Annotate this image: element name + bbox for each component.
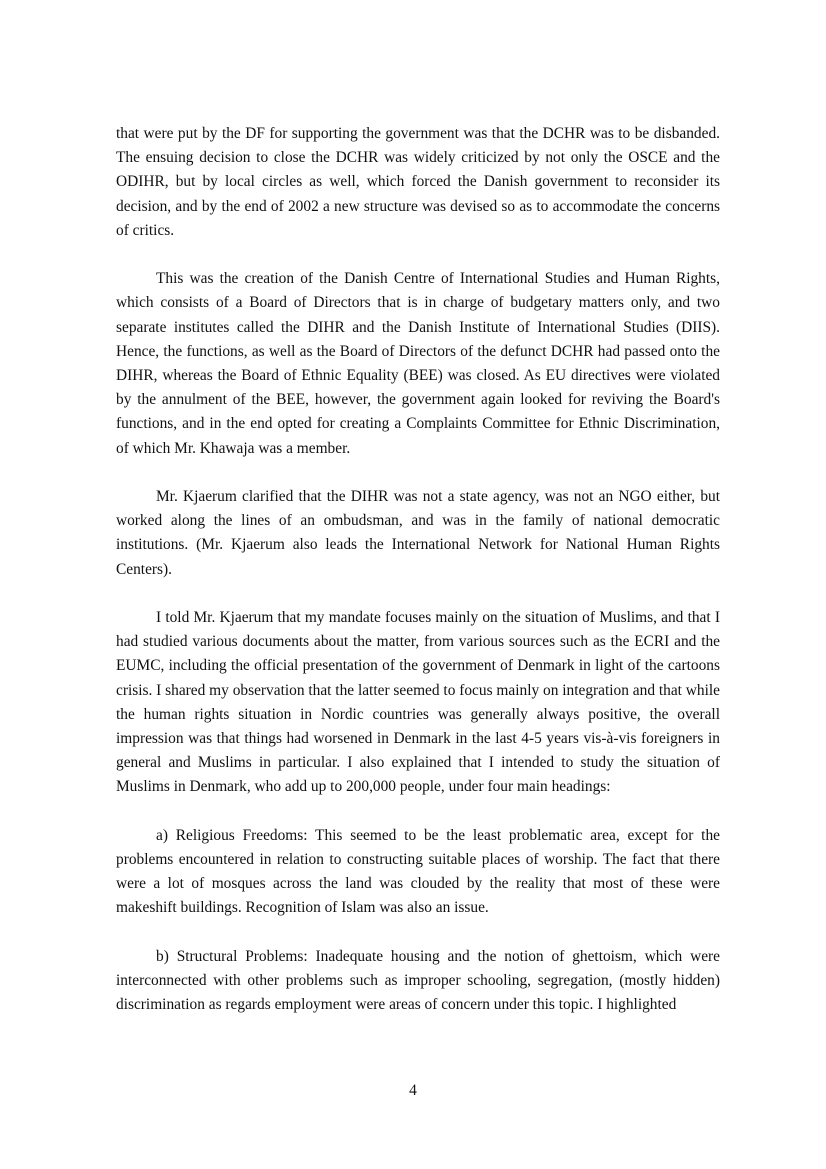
paragraph-mandate: I told Mr. Kjaerum that my mandate focuses mainly on the situation of Muslims, and that I had studied various documents about the matter, from various sources such as the ECRI and the EUMC, including the official presentation of the government of Denmark in light of the cartoons crisis. I shared my observation that the latter seemed to focus mainly on integration and that while the human rights situation in Nordic countries was generally always positive, the overall impression was that things had worsened in Denmark in the last 4-5 years vis-à-vis foreigners in general and Muslims in particular. I also explained that I intended to study the situation of Muslims in Denmark, who add up to 200,000 people, under four main headings: xyxy=(116,609,720,796)
paragraph-dihr-status: Mr. Kjaerum clarified that the DIHR was not a state agency, was not an NGO either, but worked along the lines of an ombudsman, and was in the family of national democratic institutions. (Mr. Kjaerum also leads the International Network for National Human Rights Centers). xyxy=(116,488,720,578)
paragraph-religious-freedoms: a) Religious Freedoms: This seemed to be the least problematic area, except for the problems encountered in relation to constructing suitable places of worship. The fact that there were a lot of mosques across the land was clouded by the reality that most of these were makeshift buildings. Recognition of Islam was also an issue. xyxy=(116,826,720,917)
paragraph-danish-centre: This was the creation of the Danish Centre of International Studies and Human Rights, which consists of a Board of Directors that is in charge of budgetary matters only, and two separate institutes called the DIHR and the Danish Institute of International Studies (DIIS). Hence, the functions, as well as the Board of Directors of the defunct DCHR had passed onto the DIHR, whereas the Board of Ethnic Equality (BEE) was closed. As EU directives were violated by the annulment of the BEE, however, the government again looked for reviving the Board's functions, and in the end opted for creating a Complaints Committee for Ethnic Discrimination, of which Mr. Khawaja was a member. xyxy=(116,270,720,457)
paragraph-structural-problems: b) Structural Problems: Inadequate housing and the notion of ghettoism, which were interconnected with other problems such as improper schooling, segregation, (mostly hidden) discrimination as regards employment were areas of concern under this topic. I highlighted xyxy=(116,947,720,1014)
document-body xyxy=(116,122,720,1042)
paragraph-continuation: that were put by the DF for supporting the government was that the DCHR was to be disbanded. The ensuing decision to close the DCHR was widely criticized by not only the OSCE and the ODIHR, but by local circles as well, which forced the Danish government to reconsider its decision, and by the end of 2002 a new structure was devised so as to accommodate the concerns of critics. xyxy=(116,125,720,239)
page-number: 4 xyxy=(409,1082,417,1099)
